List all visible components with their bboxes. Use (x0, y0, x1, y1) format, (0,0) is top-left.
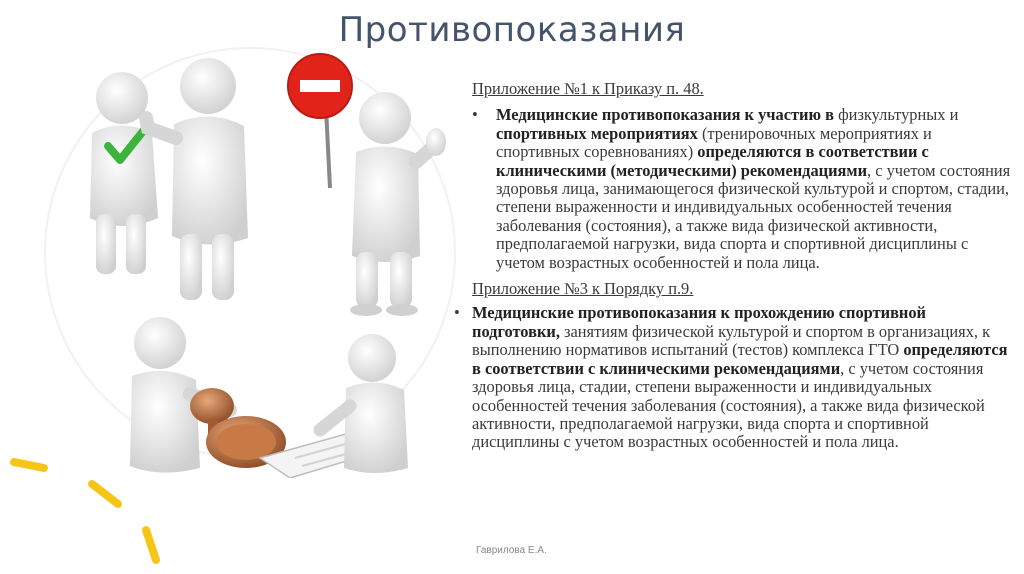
author-footer: Гаврилова Е.А. (476, 545, 547, 556)
text-run: , с учетом состояния здоровья лица, стадии, степени выраженности и индивидуальных особенностей течения заболевания (состояния), а также вида физической активности, предполагаемой нагрузки, вида спорта и спортивной дисциплины с учетом возрастных особенностей и пола лица. (472, 358, 985, 452)
slide-body (452, 80, 1018, 460)
decorative-yellow-dashes (0, 440, 180, 574)
bullet-paragraph-2 (452, 304, 1018, 451)
paragraph-2 (472, 303, 1008, 451)
bold-text-run: определяются в соответствии с клиническими (методическими) рекомендациями (496, 142, 929, 180)
text-run: занятиям физической культурой и спортом в организациях, к выполнению нормативов испытаний (тестов) комплекса ГТО (472, 321, 991, 360)
reference-1: Приложение №1 к Приказу п. 48. (472, 79, 704, 98)
bold-text-run: определяются в соответствии с клиническими рекомендациями (472, 340, 1008, 378)
slide-title: Противопоказания (338, 10, 686, 50)
text-run: (тренировочных мероприятиях и спортивных соревнованиях) (496, 123, 932, 162)
paragraph-1 (496, 105, 1010, 271)
bullet-dot: • (454, 303, 460, 323)
reference-2: Приложение №3 к Порядку п.9. (472, 279, 694, 299)
text-run: физкультурных и (833, 105, 959, 125)
text-run: , с учетом состояния здоровья лица, занимающегося физической культурой и спортом, стадии, степени выраженности и индивидуальных особенностей течения заболевания (состояния), а также вида физической активности, предполагаемой нагрузки, вида спорта и спортивной дисциплины с учетом возрастных особенностей и пола лица. (496, 160, 1011, 272)
medical-illustration (40, 38, 460, 478)
bold-text-run: Медицинские противопоказания к прохождению спортивной подготовки, (472, 303, 926, 341)
bold-text-run: Медицинские противопоказания к участию в (496, 105, 834, 125)
bullet-dot: • (472, 105, 478, 125)
bold-text-run: спортивных мероприятиях (496, 123, 698, 143)
bullet-paragraph-1 (452, 106, 1018, 272)
